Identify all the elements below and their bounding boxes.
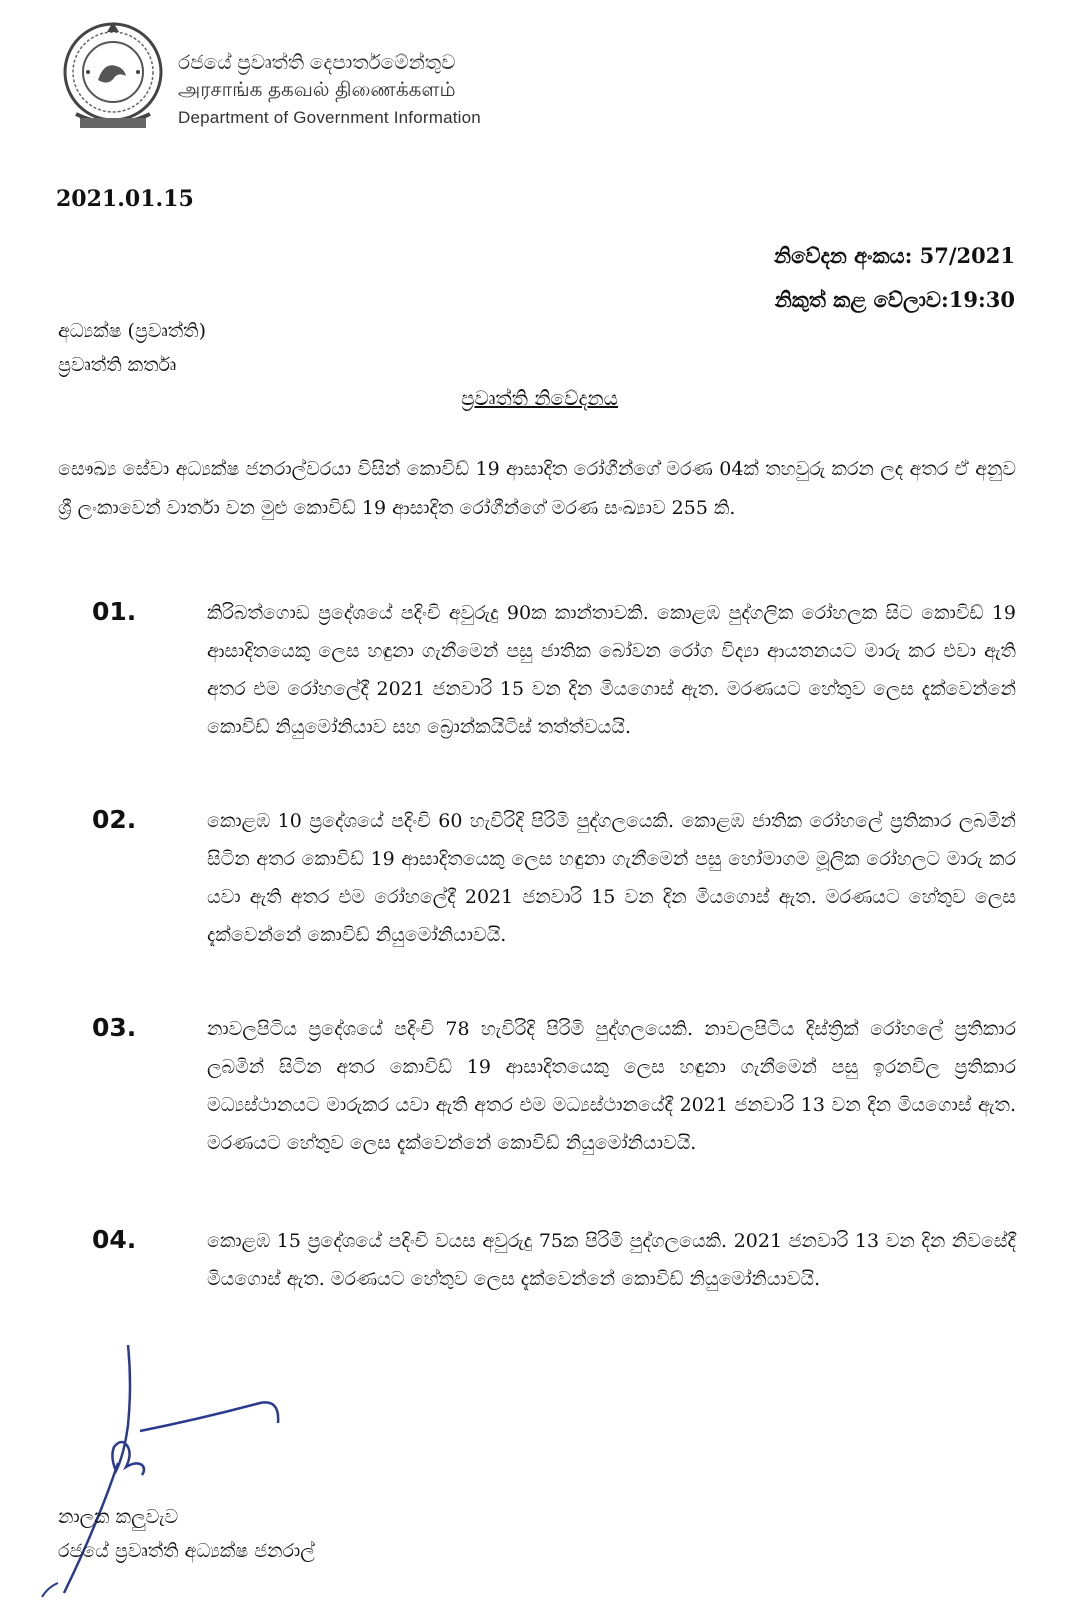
death-item bbox=[92, 1010, 1016, 1162]
item-number: 03. bbox=[92, 1013, 137, 1042]
department-name-english: Department of Government Information bbox=[178, 108, 481, 127]
department-name bbox=[178, 50, 481, 131]
signatory-title: රජයේ ප්‍රවෘත්ති අධ්‍යක්ෂ ජනරාල් bbox=[58, 1540, 315, 1562]
item-text: නාවලපිටිය ප්‍රදේශයේ පදිංචි 78 හැවිරිදි පිරිමි පුද්ගලයෙකි. නාවලපිටිය දිස්ත්‍රික් රෝහලේ ප්‍රතිකාර ලබමින් සිටින අතර කොවිඩ් 19 ආසාදිතයෙකු ලෙස හඳුනා ගැනීමෙන් පසු ඉරනවිල ප්‍රතිකාර මධ්‍යස්ථානයට මාරුකර යවා ඇති අතර එම මධ්‍යස්ථානයේදී 2021 ජනවාරි 13 වන දින මියගොස් ඇත. මරණයට හේතුව ලෙස දැක්වෙන්නේ කොවිඩ් නියුමෝනියාවයි. bbox=[207, 1018, 1016, 1154]
death-item bbox=[92, 594, 1016, 746]
item-text: කොළඹ 15 ප්‍රදේශයේ පදිංචි වයස අවුරුදු 75ක පිරිමි පුද්ගලයෙකි. 2021 ජනවාරි 13 වන දින නිවසේදී මියගොස් ඇත. මරණයට හේතුව ලෙස දැක්වෙන්නේ කොවිඩ් නියුමෝනියාවයි. bbox=[207, 1230, 1016, 1290]
item-number: 04. bbox=[92, 1225, 137, 1254]
signatory bbox=[58, 1500, 315, 1568]
heading-text: ප්‍රවෘත්ති නිවේදනය bbox=[460, 386, 619, 410]
death-item bbox=[92, 1222, 1016, 1298]
intro-paragraph: සෞඛ්‍ය සේවා අධ්‍යක්ෂ ජනරාල්වරයා විසින් කොවිඩ් 19 ආසාදිත රෝගීන්ගේ මරණ 04ක් තහවුරු කරන ලද අතර ඒ අනුව ශ්‍රී ලංකාවෙන් වාර්තා වන මුළු කොවිඩ් 19 ආසාදිත රෝගීන්ගේ මරණ සංඛ්‍යාව 255 කි. bbox=[58, 458, 1016, 519]
death-item bbox=[92, 802, 1016, 954]
release-meta bbox=[774, 234, 1015, 322]
recipient: ප්‍රවෘත්ති කර්තෘ bbox=[58, 354, 177, 376]
sri-lanka-emblem-icon bbox=[58, 14, 168, 136]
release-number: නිවේදන අංකය: 57/2021 bbox=[774, 243, 1015, 268]
department-name-tamil: அரசாங்க தகவல் திணைக்களம் bbox=[178, 79, 456, 101]
item-number: 01. bbox=[92, 597, 137, 626]
release-time: නිකුත් කළ වේලාව:19:30 bbox=[774, 287, 1015, 312]
item-text: කිරිබත්ගොඩ ප්‍රදේශයේ පදිංචි අවුරුදු 90ක කාන්තාවකි. කොළඹ පුද්ගලික රෝහලක සිට කොවිඩ් 19 ආසාදිතයෙකු ලෙස හඳුනා ගැනීමෙන් පසු ජාතික බෝවන රෝග විද්‍යා ආයතනයට මාරු කර එවා ඇති අතර එම රෝහලේදී 2021 ජනවාරි 15 වන දින මියගොස් ඇත. මරණයට හේතුව ලෙස දැක්වෙන්නේ කොවිඩ් නියුමෝනියාව සහ බ්‍රොන්කයිටිස් තත්ත්වයයි. bbox=[207, 602, 1016, 738]
recipients bbox=[58, 314, 206, 382]
document-heading bbox=[0, 386, 1079, 410]
signatory-name: නාලක කලුවැව bbox=[58, 1506, 179, 1528]
recipient: අධ්‍යක්ෂ (ප්‍රවෘත්ති) bbox=[58, 320, 207, 342]
release-date: 2021.01.15 bbox=[56, 186, 194, 212]
department-name-sinhala: රජයේ ප්‍රවෘත්ති දෙපාර්තමේන්තුව bbox=[178, 52, 456, 74]
item-text: කොළඹ 10 ප්‍රදේශයේ පදිංචි 60 හැවිරිදි පිරිමි පුද්ගලයෙකි. කොළඹ ජාතික රෝහලේ ප්‍රතිකාර ලබමින් සිටින අතර කොවිඩ් 19 ආසාදිතයෙකු ලෙස හඳුනා ගැනීමෙන් පසු හෝමාගම මූලික රෝහලට මාරු කර යවා ඇති අතර එම රෝහලේදී 2021 ජනවාරි 15 වන දින මියගොස් ඇත. මරණයට හේතුව ලෙස දැක්වෙන්නේ කොවිඩ් නියුමෝනියාවයි. bbox=[207, 810, 1016, 946]
item-number: 02. bbox=[92, 805, 137, 834]
